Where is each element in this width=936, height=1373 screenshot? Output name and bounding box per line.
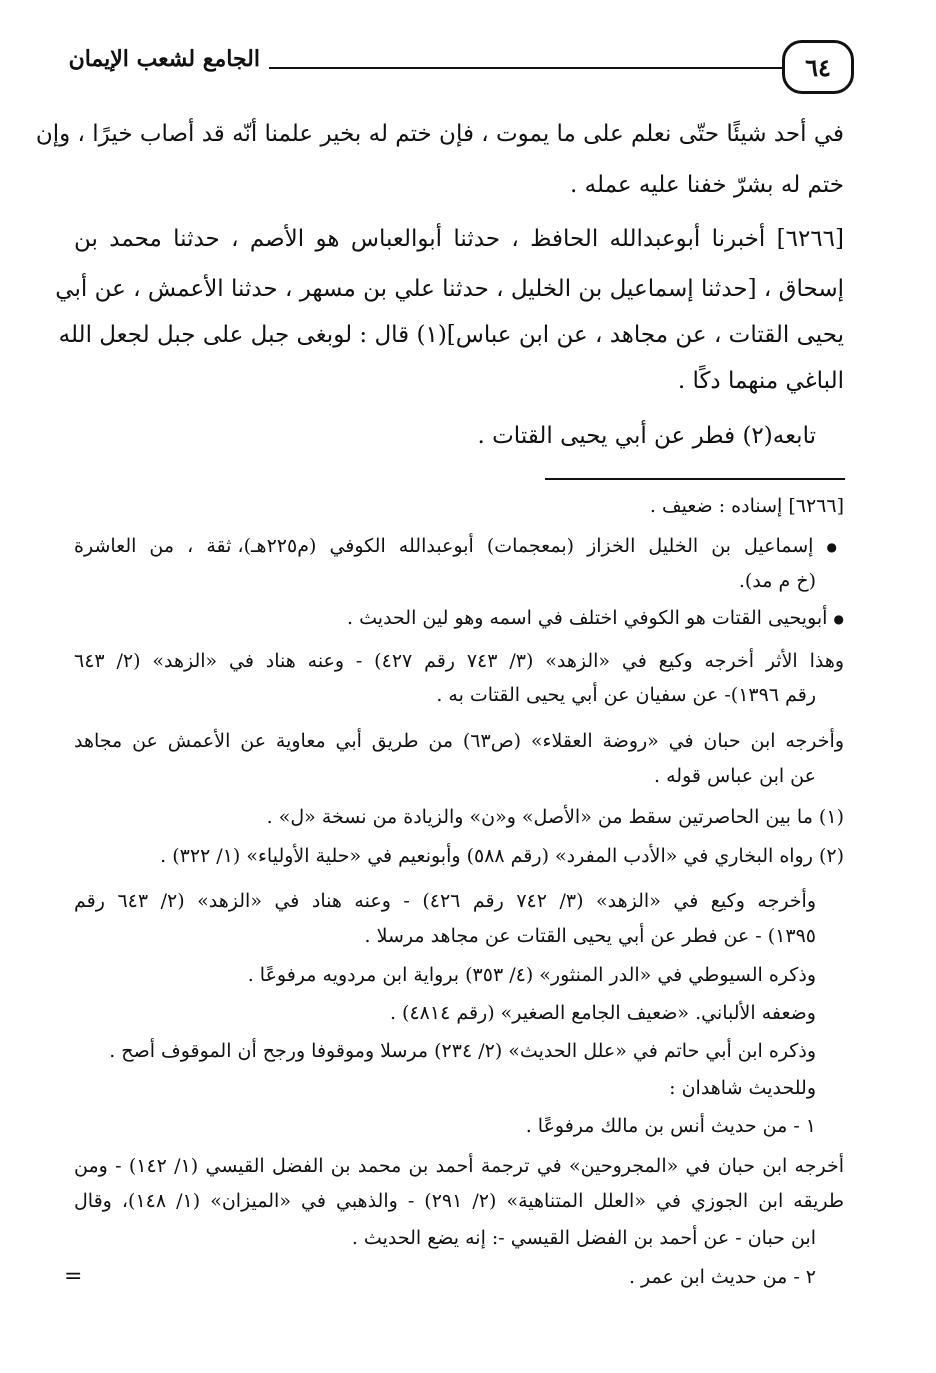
bullet-icon: ● [826,540,845,554]
footnote-line: ● إسماعيل بن الخليل الخزاز (بمعجمات) أبوعبدالله الكوفي (م٢٢٥هـ)، ثقة ، من العاشرة [74,535,845,557]
footnote-line: أخرجه ابن حبان في «المجروحين» في ترجمة أحمد بن محمد بن الفضل القيسي (١/ ١٤٢) - ومن [74,1155,844,1177]
page-number: ٦٤ [782,40,854,94]
footnote-line: [٦٢٦٦] إسناده : ضعيف . [649,495,844,517]
body-line: الباغي منهما دكًا . [677,368,844,394]
body-line: في أحد شيئًا حتّى نعلم على ما يموت ، فإن ختم له بخير علمنا أنّه قد أصاب خيرًا ، وإن [35,121,844,147]
footnote-line: وأخرجه وكيع في «الزهد» (٣/ ٧٤٢ رقم ٤٢٦) - وعنه هناد في «الزهد» (٢/ ٦٤٣ رقم [74,890,817,912]
footnote-line: ابن حبان - عن أحمد بن الفضل القيسي -: إنه يضع الحديث . [351,1227,816,1249]
footnote-line: وضعفه الألباني. «ضعيف الجامع الصغير» (رقم ٤٨١٤) . [389,1002,816,1024]
footnote-line: (١) ما بين الحاصرتين سقط من «الأصل» و«ن» والزيادة من نسخة «ل» . [266,806,844,828]
footnote-line: (٢) رواه البخاري في «الأدب المفرد» (رقم ٥٨٨) وأبونعيم في «حلية الأولياء» (١/ ٣٢٢) . [160,845,844,867]
footnote-line: ١ - من حديث أنس بن مالك مرفوعًا . [525,1115,816,1137]
header-rule [269,67,783,69]
bullet-icon: ● [833,612,844,626]
book-title: الجامع لشعب الإيمان [68,46,260,72]
footnote-line: وهذا الأثر أخرجه وكيع في «الزهد» (٣/ ٧٤٣ رقم ٤٢٧) - وعنه هناد في «الزهد» (٢/ ٦٤٣ [74,650,845,672]
footnote-line: (خ م مد). [738,570,816,592]
footnote-line: وأخرجه ابن حبان في «روضة العقلاء» (ص٦٣) من طريق أبي معاوية عن الأعمش عن مجاهد [74,730,844,752]
continued-mark: = [64,1264,83,1289]
footnote-line: طريقه ابن الجوزي في «العلل المتناهية» (٢/ ٢٩١) - والذهبي في «الميزان» (١/ ١٤٨)، وقال [74,1190,844,1212]
footnote-divider [545,478,845,480]
body-line: يحيى القتات ، عن مجاهد ، عن ابن عباس](١) قال : لوبغى جبل على جبل لجعل الله [58,322,844,348]
body-line: إسحاق ، [حدثنا إسماعيل بن الخليل ، حدثنا علي بن مسهر ، حدثنا الأعمش ، عن أبي [55,276,844,302]
page-header [55,38,855,108]
body-line: ختم له بشرّ خفنا عليه عمله . [570,172,844,198]
body-line: تابعه(٢) فطر عن أبي يحيى القتات . [477,423,816,449]
footnote-line: وللحديث شاهدان : [669,1077,816,1099]
body-line: [٦٢٦٦] أخبرنا أبوعبدالله الحافظ ، حدثنا أبوالعباس هو الأصم ، حدثنا محمد بن [74,226,844,252]
footnote-line: ٢ - من حديث ابن عمر . [628,1266,816,1288]
footnote-line: وذكره ابن أبي حاتم في «علل الحديث» (٢/ ٢٣٤) مرسلا وموقوفا ورجح أن الموقوف أصح . [109,1040,816,1062]
footnote-line: رقم ١٣٩٦)- عن سفيان عن أبي يحيى القتات به . [436,684,816,706]
footnote-line: وذكره السيوطي في «الدر المنثور» (٤/ ٣٥٣) برواية ابن مردويه مرفوعًا . [247,964,816,986]
footnote-line: عن ابن عباس قوله . [654,765,816,787]
footnote-line: ● أبويحيى القتات هو الكوفي اختلف في اسمه وهو لين الحديث . [347,607,844,629]
footnote-line: ١٣٩٥) - عن فطر عن أبي يحيى القتات عن مجاهد مرسلا . [364,925,816,947]
